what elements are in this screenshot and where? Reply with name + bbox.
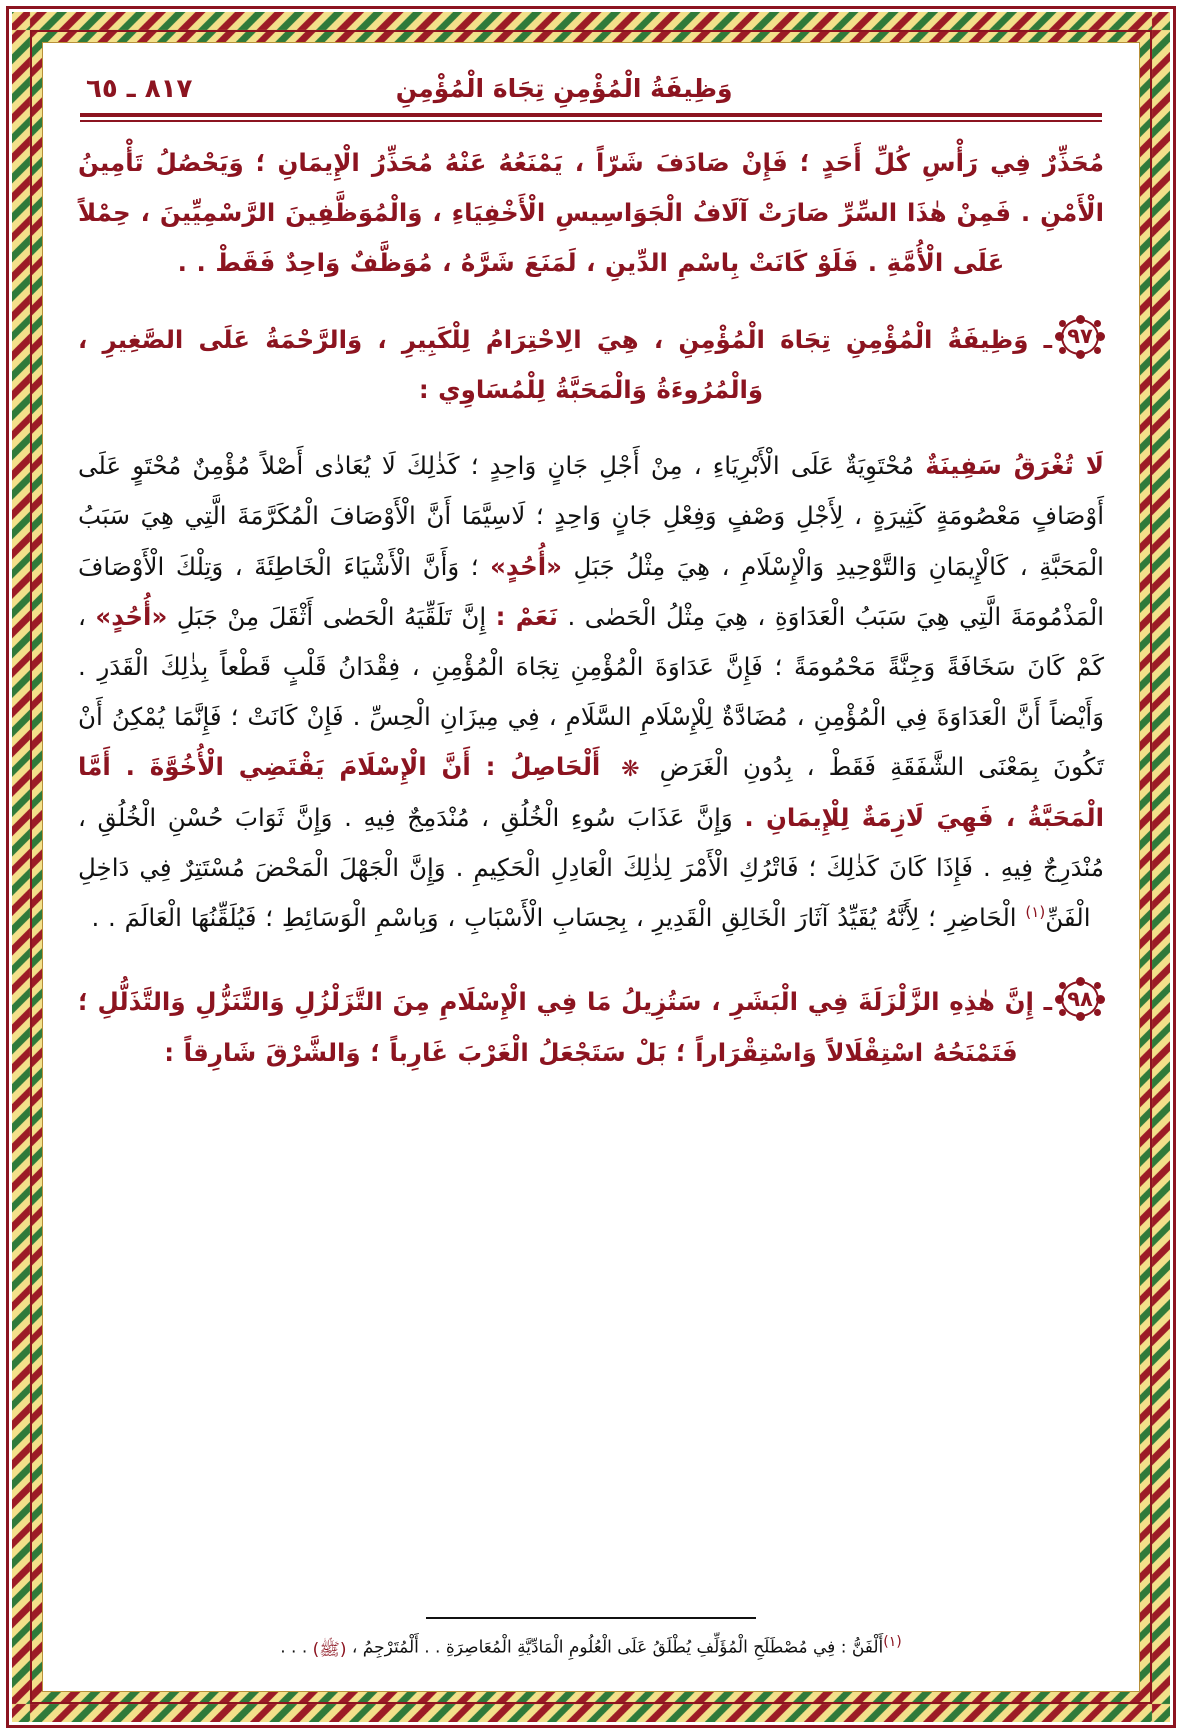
- continued-text-emphasis: الْإِيمَانِ: [277, 148, 360, 177]
- page-number: ٨١٧ ـ ٦٥: [86, 74, 193, 104]
- numbered-item-97-heading: [78, 315, 1104, 415]
- item-number-badge-97: [1056, 317, 1104, 357]
- page-title: وَظِيفَةُ الْمُؤْمِنِ تِجَاهَ الْمُؤْمِنِ: [395, 74, 733, 103]
- quote-uhud-second: «أُحُدٍ»: [95, 601, 168, 631]
- numbered-item-98-heading: [78, 977, 1104, 1077]
- page-header: [78, 74, 1104, 104]
- footnote-reference-marker[interactable]: (١): [1025, 902, 1046, 921]
- flower-ornament-icon: ❋: [621, 757, 640, 783]
- item-97-text: وَظِيفَةُ الْمُؤْمِنِ تِجَاهَ الْمُؤْمِنِ ، هِيَ الِاحْتِرَامُ لِلْكَبِيرِ ، وَالرَّحْمَةُ عَلَى الصَّغِيرِ ، وَالْمُرُوءَةُ وَالْمَحَبَّةُ لِلْمُسَاوِي :: [78, 324, 1029, 404]
- header-divider: [80, 113, 1102, 122]
- item-97-body: [78, 441, 1104, 943]
- quote-uhud-first: «أُحُدٍ»: [490, 551, 562, 581]
- content-spacer: [78, 1082, 1104, 1591]
- body-segment-2: ؛ وَأَنَّ الْأَشْيَاءَ الْخَاطِئَةَ ، وَتِلْكَ الْأَوْصَافَ الْمَذْمُومَةَ الَّتِي هِيَ سَبَبُ الْعَدَاوَةِ ، هِيَ مِثْلُ الْحَصٰى .: [78, 551, 1105, 631]
- footnote-block: [78, 1629, 1104, 1666]
- item-number-97: ٩٧: [1067, 324, 1093, 349]
- body-red-conclusion: أَلْحَاصِلُ : أَنَّ الْإِسْلَامَ يَقْتَضِي الْأُخُوَّةَ . أَمَّا الْمَحَبَّةُ ، فَهِيَ لَازِمَةٌ لِلْإِيمَانِ .: [78, 752, 1104, 832]
- body-segment-4: ، كَمْ كَانَ سَخَافَةً وَجِنَّةً مَحْمُومَةً ؛ فَإِنَّ عَدَاوَةَ الْمُؤْمِنِ تِجَاهَ الْمُؤْمِنِ ، فِقْدَانُ قَلْبٍ قَطْعاً بِذٰلِكَ الْقَدَرِ . وَأَيْضاً أَنَّ الْعَدَاوَةَ فِي الْمُؤْمِنِ ، مُضَادَّةٌ لِلْإِسْلَامِ السَّلَامِ ، فِي مِيزَانِ الْحِسِّ . فَإِنْ كَانَتْ ؛ فَإِنَّمَا يُمْكِنُ أَنْ تَكُونَ بِمَعْنَى الشَّفَقَةِ فَقَطْ ، بِدُونِ الْغَرَضِ: [78, 601, 1104, 782]
- item-number-badge-98: [1056, 979, 1104, 1019]
- footnote-text-part-2: . . .: [280, 1637, 313, 1658]
- paragraph-continued: [78, 138, 1104, 289]
- item-98-dash: ـ: [1043, 987, 1053, 1017]
- body-segment-6: الْحَاضِرِ ؛ لِأَنَّهُ يُقَيِّدُ آثَارَ الْخَالِقِ الْقَدِيرِ ، بِحِسَابِ الْأَسْبَابِ ، وَبِاسْمِ الْوَسَائِطِ ؛ فَيُلَقِّنُهَا الْعَالَمَ . .: [91, 903, 1026, 933]
- item-98-text: إِنَّ هٰذِهِ الزَّلْزَلَةَ فِي الْبَشَرِ ، سَتُزِيلُ مَا فِي الْإِسْلَامِ مِنَ التَّزَلْزُلِ وَالتَّنَزُّلِ وَالتَّذَلُّلِ ؛ فَتَمْنَحُهُ اسْتِقْلَالاً وَاسْتِقْرَاراً ؛ بَلْ سَتَجْعَلُ الْغَرْبَ غَارِباً ؛ وَالشَّرْقَ شَارِقاً :: [78, 987, 1034, 1067]
- body-segment-3: إِنَّ تَلَقِّيَهُ الْحَصٰى أَثْقَلَ مِنْ جَبَلِ: [167, 601, 496, 631]
- body-segment-1: مُحْتَوِيَةٌ عَلَى الْأَبْرِيَاءِ ، مِنْ أَجْلِ جَانٍ وَاحِدٍ ؛ كَذٰلِكَ لَا يُعَادٰى أَصْلاً مُؤْمِنٌ مُحْتَوٍ عَلَى أَوْصَافٍ مَعْصُومَةٍ كَثِيرَةٍ ، لِأَجْلِ وَصْفٍ وَفِعْلِ جَانٍ وَاحِدٍ ؛ لَاسِيَّمَا أَنَّ الْأَوْصَافَ الْمُكَرَّمَةَ الَّتِي هِيَ سَبَبُ الْمَحَبَّةِ ، كَالْإِيمَانِ وَالتَّوْحِيدِ وَالْإِسْلَامِ ، هِيَ مِثْلُ جَبَلِ: [78, 451, 1104, 581]
- item-97-dash: ـ: [1043, 324, 1053, 354]
- continued-text-start: مُحَذِّرٌ فِي رَأْسِ كُلِّ أَحَدٍ ؛ فَإِنْ صَادَفَ شَرّاً ، يَمْنَعُهُ عَنْهُ مُحَذِّرُ: [359, 148, 1104, 177]
- page-content: [52, 52, 1130, 1682]
- footnote-number: (١): [883, 1634, 902, 1651]
- honorific-seal-icon: (ﷺ): [312, 1639, 347, 1660]
- body-red-opening: لَا تُغْرَقُ سَفِينَةٌ: [925, 451, 1105, 481]
- continued-text-end: ؛ وَيَحْصُلُ تَأْمِينُ الْأَمْنِ . فَمِنْ هٰذَا السِّرِّ صَارَتْ آلَافُ الْجَوَاسِيسِ الْأَخْفِيَاءِ ، وَالْمُوَظَّفِينَ الرَّسْمِيِّينَ ، حِمْلاً عَلَى الْأُمَّةِ . فَلَوْ كَانَتْ بِاسْمِ الدِّينِ ، لَمَنَعَ شَرَّهُ ، مُوَظَّفٌ وَاحِدٌ فَقَطْ . .: [78, 148, 1104, 278]
- item-number-98: ٩٨: [1067, 986, 1093, 1011]
- footnote-text-part-1: أَلْفَنُّ : فِي مُصْطَلَحِ الْمُؤَلِّفِ يُطْلَقُ عَلَى الْعُلُومِ الْمَادِّيَّةِ الْمُعَاصِرَةِ . . أَلْمُتَرْجِمُ ،: [346, 1637, 884, 1658]
- footnote-separator: [426, 1617, 756, 1619]
- emphasis-naam: نَعَمْ :: [495, 601, 558, 631]
- body-segment-5: وَإِنَّ عَذَابَ سُوءِ الْخُلُقِ ، مُنْدَمِجٌ فِيهِ . وَإِنَّ ثَوَابَ حُسْنِ الْخُلُقِ ، مُنْدَرِجٌ فِيهِ . فَإِذَا كَانَ كَذٰلِكَ ؛ فَاتْرُكِ الْأَمْرَ لِذٰلِكَ الْعَادِلِ الْحَكِيمِ . وَإِنَّ الْجَهْلَ الْمَحْضَ مُسْتَتِرٌ فِي دَاخِلِ الْفَنِّ: [78, 802, 1104, 933]
